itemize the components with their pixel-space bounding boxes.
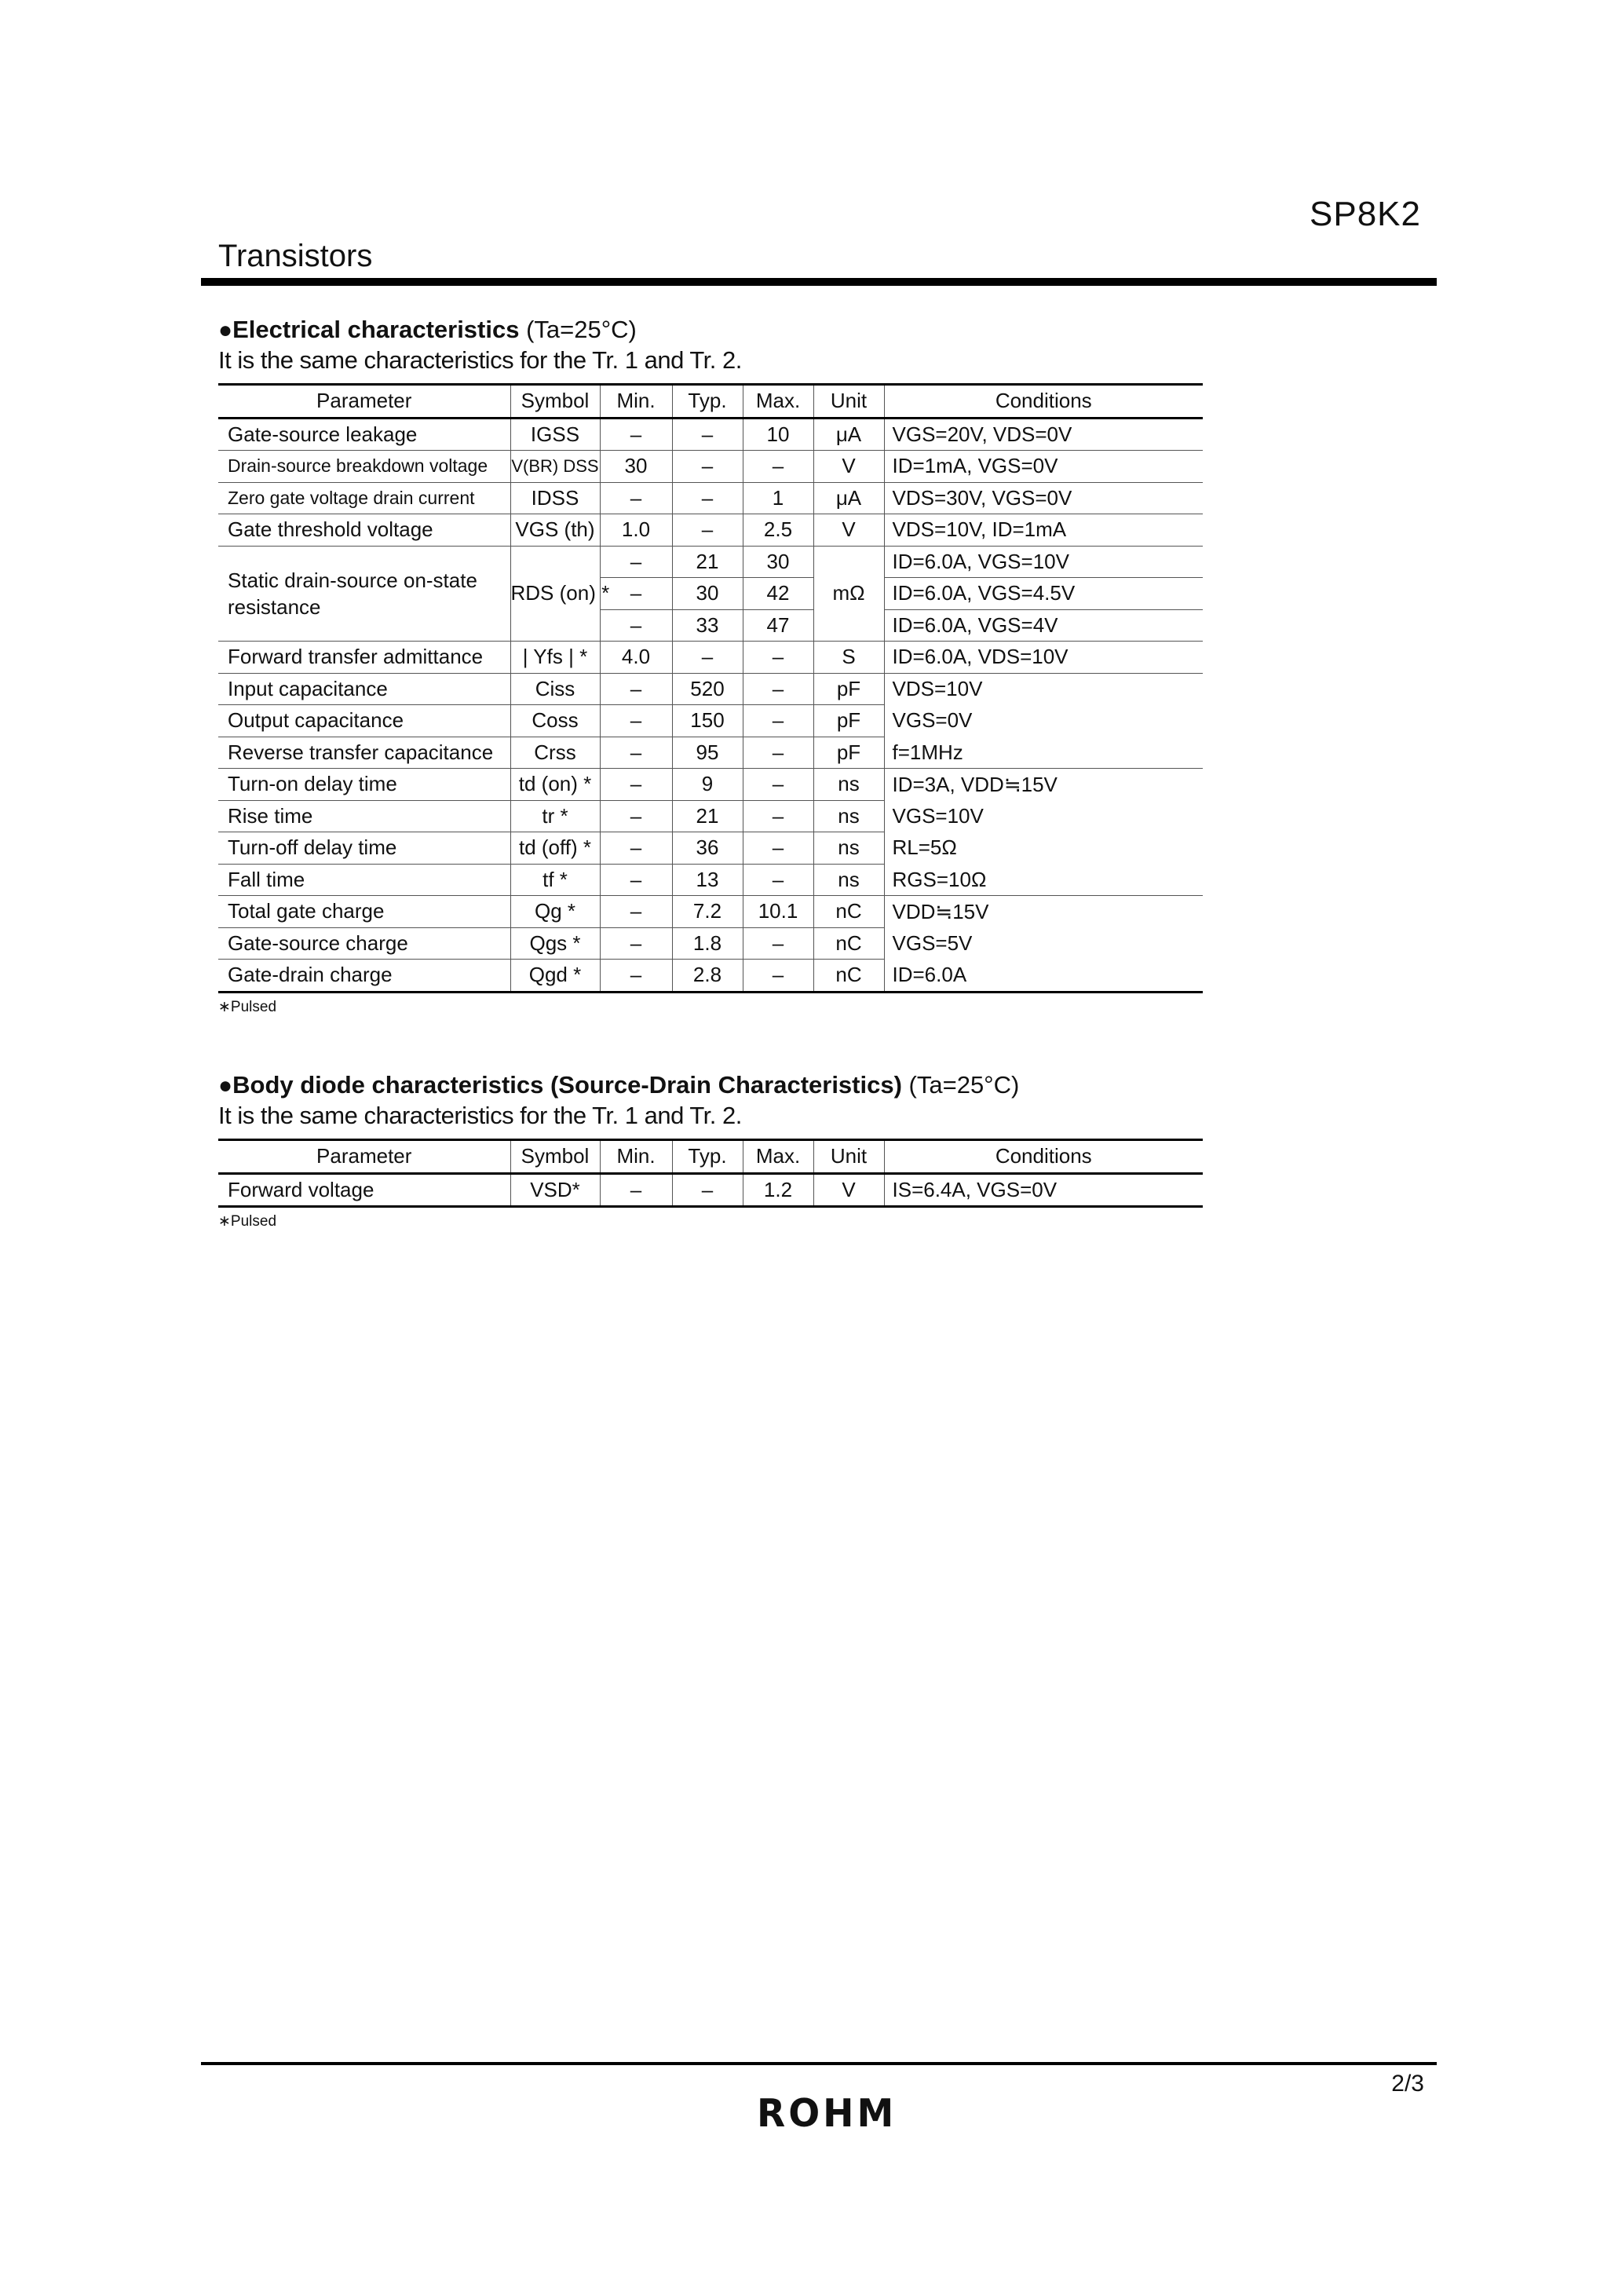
table-row: [218, 832, 1203, 865]
table-row: [218, 514, 1203, 547]
part-number: SP8K2: [1310, 195, 1421, 233]
unit-cell: V: [813, 451, 884, 483]
electrical-subtitle: It is the same characteristics for the Tr. 1 and Tr. 2.: [218, 346, 742, 374]
max-cell: 2.5: [743, 514, 813, 547]
min-cell: –: [600, 737, 672, 769]
unit-cell: μA: [813, 482, 884, 514]
col-header: Min.: [600, 1140, 672, 1174]
pulsed-note: ∗Pulsed: [218, 998, 277, 1015]
symbol-cell: Crss: [510, 737, 600, 769]
condition-cell: VGS=10V: [884, 800, 1203, 832]
col-header: Conditions: [884, 385, 1203, 419]
symbol-cell: Qgd *: [510, 960, 600, 993]
typ-cell: 33: [672, 609, 743, 642]
min-cell: 30: [600, 451, 672, 483]
min-cell: –: [600, 546, 672, 578]
electrical-title-condition: (Ta=25°C): [519, 316, 637, 343]
param-cell: Gate threshold voltage: [218, 514, 510, 547]
unit-cell: ns: [813, 769, 884, 801]
min-cell: –: [600, 418, 672, 451]
param-cell: Drain-source breakdown voltage: [218, 451, 510, 483]
col-header: Parameter: [218, 385, 510, 419]
param-cell: Static drain-source on-state resistance: [218, 546, 510, 642]
condition-cell: VGS=20V, VDS=0V: [884, 418, 1203, 451]
condition-cell: VGS=0V: [884, 705, 1203, 737]
condition-cell: VDS=30V, VGS=0V: [884, 482, 1203, 514]
col-header: Typ.: [672, 385, 743, 419]
min-cell: –: [600, 482, 672, 514]
min-cell: –: [600, 896, 672, 928]
bullet-icon: ●: [218, 1073, 233, 1099]
condition-cell: ID=6.0A, VGS=10V: [884, 546, 1203, 578]
typ-cell: 2.8: [672, 960, 743, 993]
body-diode-title-condition: (Ta=25°C): [901, 1071, 1020, 1099]
header-rule: [201, 278, 1437, 286]
table-row: [218, 864, 1203, 896]
symbol-cell: tf *: [510, 864, 600, 896]
category-title: Transistors: [218, 239, 373, 273]
param-cell: Turn-off delay time: [218, 832, 510, 865]
typ-cell: 13: [672, 864, 743, 896]
typ-cell: 150: [672, 705, 743, 737]
param-cell: Total gate charge: [218, 896, 510, 928]
table-row: [218, 737, 1203, 769]
param-cell: Output capacitance: [218, 705, 510, 737]
max-cell: –: [743, 864, 813, 896]
max-cell: –: [743, 927, 813, 960]
symbol-cell: Qgs *: [510, 927, 600, 960]
typ-cell: 520: [672, 673, 743, 705]
electrical-title-bold: Electrical characteristics: [232, 316, 520, 343]
bullet-icon: ●: [218, 317, 233, 343]
condition-cell: VDD≒15V: [884, 896, 1203, 928]
max-cell: 1.2: [743, 1173, 813, 1207]
param-cell: Gate-source charge: [218, 927, 510, 960]
unit-cell: V: [813, 1173, 884, 1207]
max-cell: 30: [743, 546, 813, 578]
condition-cell: ID=6.0A, VGS=4V: [884, 609, 1203, 642]
unit-cell: pF: [813, 737, 884, 769]
min-cell: –: [600, 800, 672, 832]
footer-rule: [201, 2062, 1437, 2065]
unit-cell: ns: [813, 864, 884, 896]
max-cell: –: [743, 642, 813, 674]
symbol-cell: | Yfs | *: [510, 642, 600, 674]
max-cell: –: [743, 451, 813, 483]
unit-cell: nC: [813, 960, 884, 993]
max-cell: 10.1: [743, 896, 813, 928]
symbol-cell: VSD*: [510, 1173, 600, 1207]
param-cell: Forward transfer admittance: [218, 642, 510, 674]
max-cell: –: [743, 832, 813, 865]
max-cell: –: [743, 960, 813, 993]
col-header: Conditions: [884, 1140, 1203, 1174]
symbol-cell: IGSS: [510, 418, 600, 451]
table-row: [218, 482, 1203, 514]
min-cell: –: [600, 960, 672, 993]
col-header: Unit: [813, 385, 884, 419]
table-row: [218, 769, 1203, 801]
electrical-title: [218, 314, 1207, 345]
pulsed-note: ∗Pulsed: [218, 1213, 277, 1230]
table-header-row: [218, 1140, 1203, 1174]
min-cell: 4.0: [600, 642, 672, 674]
rohm-logo: ROHM: [757, 2090, 897, 2137]
unit-cell: pF: [813, 673, 884, 705]
max-cell: –: [743, 769, 813, 801]
symbol-cell: Ciss: [510, 673, 600, 705]
table-row: [218, 642, 1203, 674]
condition-cell: ID=6.0A, VDS=10V: [884, 642, 1203, 674]
symbol-cell: V(BR) DSS: [510, 451, 600, 483]
condition-cell: IS=6.4A, VGS=0V: [884, 1173, 1203, 1207]
col-header: Symbol: [510, 385, 600, 419]
min-cell: –: [600, 927, 672, 960]
table-row: [218, 896, 1203, 928]
typ-cell: 9: [672, 769, 743, 801]
symbol-cell: Qg *: [510, 896, 600, 928]
max-cell: 42: [743, 578, 813, 610]
symbol-cell: Coss: [510, 705, 600, 737]
param-cell: Gate-drain charge: [218, 960, 510, 993]
unit-cell: nC: [813, 896, 884, 928]
col-header: Min.: [600, 385, 672, 419]
body-diode-title: [218, 1069, 1207, 1101]
param-cell: Input capacitance: [218, 673, 510, 705]
body-diode-subtitle: It is the same characteristics for the Tr. 1 and Tr. 2.: [218, 1102, 742, 1129]
symbol-cell: tr *: [510, 800, 600, 832]
min-cell: –: [600, 864, 672, 896]
unit-cell: μA: [813, 418, 884, 451]
param-cell: Gate-source leakage: [218, 418, 510, 451]
min-cell: –: [600, 1173, 672, 1207]
typ-cell: –: [672, 418, 743, 451]
col-header: Max.: [743, 1140, 813, 1174]
col-header: Unit: [813, 1140, 884, 1174]
param-cell: Fall time: [218, 864, 510, 896]
unit-cell: S: [813, 642, 884, 674]
typ-cell: 7.2: [672, 896, 743, 928]
max-cell: –: [743, 673, 813, 705]
unit-cell: nC: [813, 927, 884, 960]
min-cell: –: [600, 578, 672, 610]
typ-cell: 30: [672, 578, 743, 610]
typ-cell: 21: [672, 546, 743, 578]
unit-cell: ns: [813, 800, 884, 832]
unit-cell: ns: [813, 832, 884, 865]
unit-cell: pF: [813, 705, 884, 737]
col-header: Typ.: [672, 1140, 743, 1174]
unit-cell: mΩ: [813, 546, 884, 642]
typ-cell: –: [672, 1173, 743, 1207]
condition-cell: RL=5Ω: [884, 832, 1203, 865]
condition-cell: ID=6.0A: [884, 960, 1203, 993]
typ-cell: 1.8: [672, 927, 743, 960]
max-cell: –: [743, 705, 813, 737]
param-cell: Reverse transfer capacitance: [218, 737, 510, 769]
typ-cell: –: [672, 451, 743, 483]
typ-cell: 95: [672, 737, 743, 769]
min-cell: 1.0: [600, 514, 672, 547]
symbol-cell: td (on) *: [510, 769, 600, 801]
param-cell: Zero gate voltage drain current: [218, 482, 510, 514]
max-cell: –: [743, 800, 813, 832]
col-header: Max.: [743, 385, 813, 419]
table-row: [218, 418, 1203, 451]
param-cell: Forward voltage: [218, 1173, 510, 1207]
table-row: [218, 451, 1203, 483]
condition-cell: VGS=5V: [884, 927, 1203, 960]
max-cell: 1: [743, 482, 813, 514]
param-cell: Turn-on delay time: [218, 769, 510, 801]
table-row: [218, 1173, 1203, 1207]
min-cell: –: [600, 705, 672, 737]
symbol-cell: IDSS: [510, 482, 600, 514]
col-header: Parameter: [218, 1140, 510, 1174]
condition-cell: ID=3A, VDD≒15V: [884, 769, 1203, 801]
symbol-cell: VGS (th): [510, 514, 600, 547]
unit-cell: V: [813, 514, 884, 547]
electrical-table: [218, 383, 1203, 993]
min-cell: –: [600, 609, 672, 642]
condition-cell: RGS=10Ω: [884, 864, 1203, 896]
min-cell: –: [600, 673, 672, 705]
symbol-cell: RDS (on) *: [510, 546, 600, 642]
condition-cell: VDS=10V: [884, 673, 1203, 705]
condition-cell: f=1MHz: [884, 737, 1203, 769]
body-diode-table: [218, 1139, 1203, 1208]
condition-cell: ID=6.0A, VGS=4.5V: [884, 578, 1203, 610]
symbol-cell: td (off) *: [510, 832, 600, 865]
condition-cell: ID=1mA, VGS=0V: [884, 451, 1203, 483]
typ-cell: 21: [672, 800, 743, 832]
table-row: [218, 705, 1203, 737]
min-cell: –: [600, 832, 672, 865]
table-row: [218, 673, 1203, 705]
condition-cell: VDS=10V, ID=1mA: [884, 514, 1203, 547]
max-cell: –: [743, 737, 813, 769]
typ-cell: 36: [672, 832, 743, 865]
table-row: [218, 546, 1203, 578]
max-cell: 47: [743, 609, 813, 642]
electrical-section: [218, 314, 1207, 1016]
body-diode-title-bold: Body diode characteristics (Source-Drain Characteristics): [232, 1071, 902, 1099]
typ-cell: –: [672, 642, 743, 674]
max-cell: 10: [743, 418, 813, 451]
table-row: [218, 800, 1203, 832]
typ-cell: –: [672, 482, 743, 514]
table-row: [218, 960, 1203, 993]
body-diode-section: [218, 1069, 1207, 1230]
page-number: 2/3: [1391, 2071, 1424, 2097]
typ-cell: –: [672, 514, 743, 547]
param-cell: Rise time: [218, 800, 510, 832]
col-header: Symbol: [510, 1140, 600, 1174]
table-row: [218, 927, 1203, 960]
table-header-row: [218, 385, 1203, 419]
min-cell: –: [600, 769, 672, 801]
